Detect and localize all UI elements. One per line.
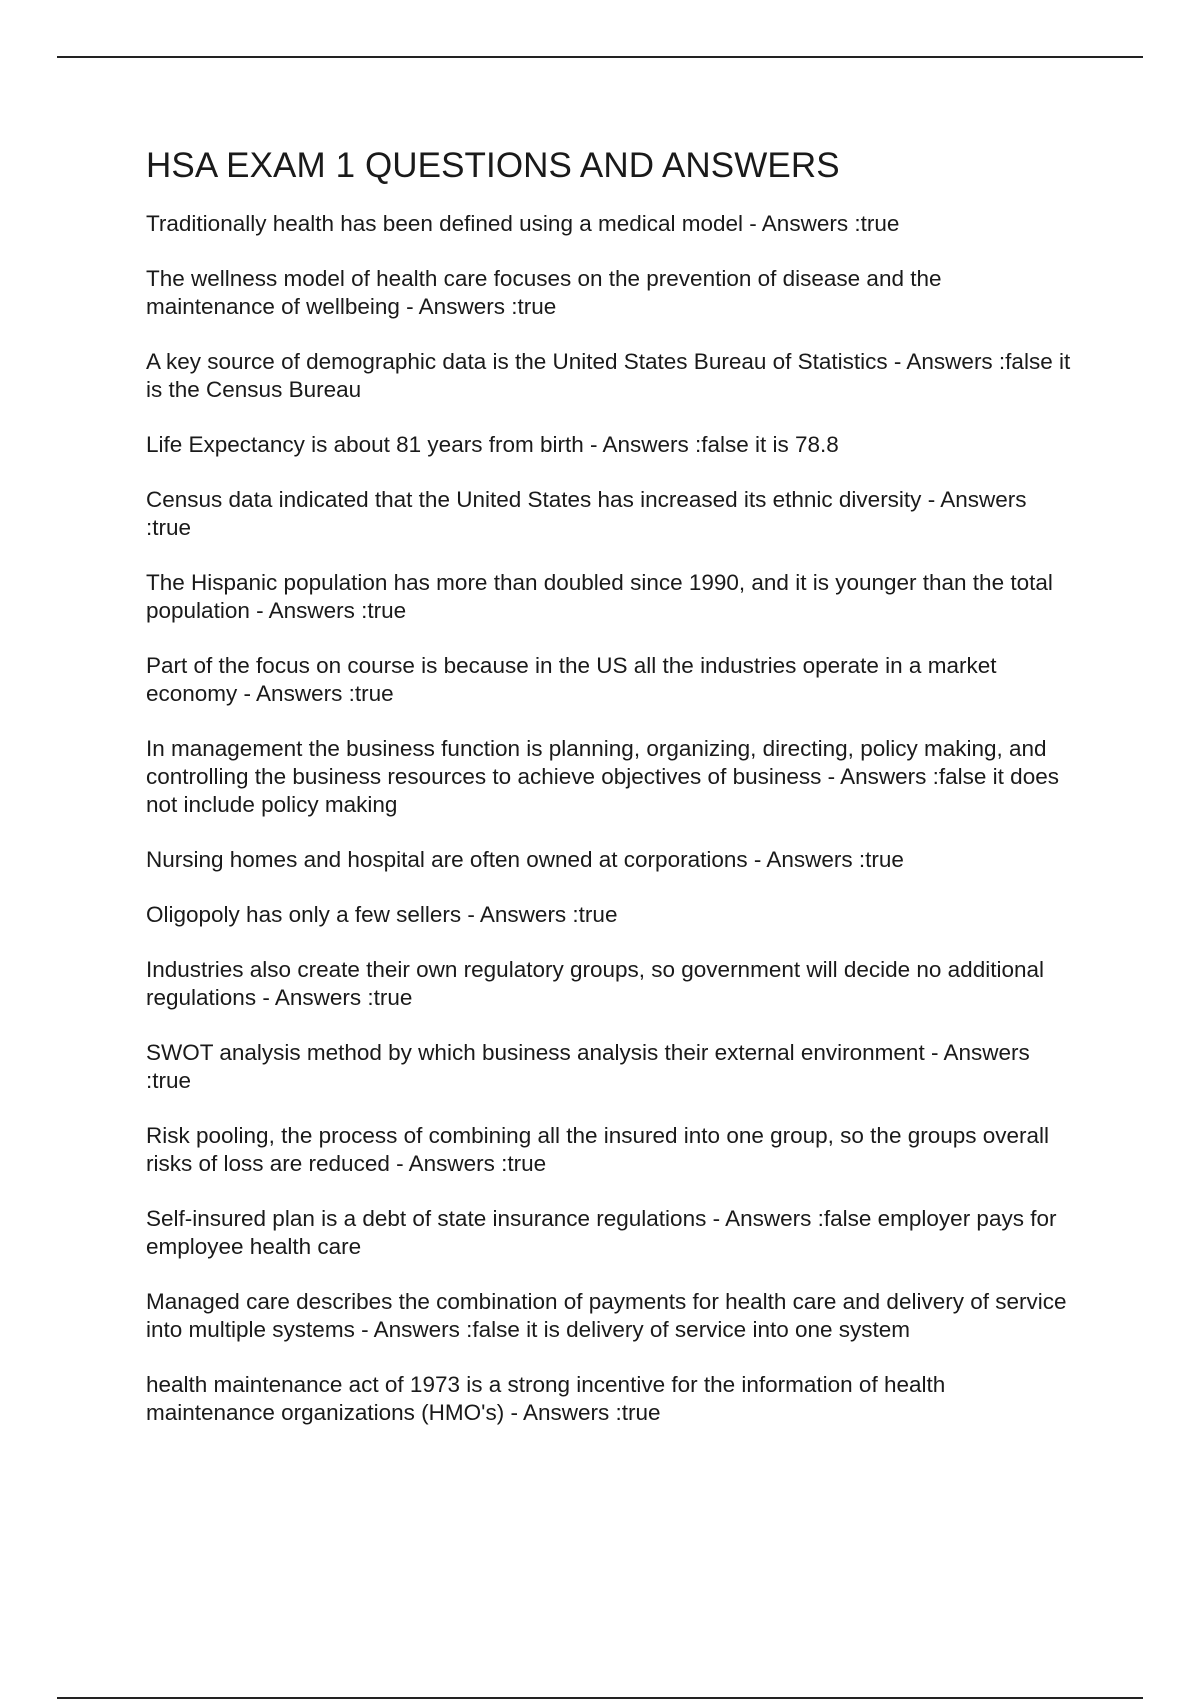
qa-item: Nursing homes and hospital are often owned at corporations - Answers :true (146, 847, 904, 872)
qa-item: Part of the focus on course is because in the US all the industries operate in a market economy - Answers :true (146, 653, 997, 706)
qa-item: A key source of demographic data is the United States Bureau of Statistics - Answers :false it is the Census Bureau (146, 349, 1071, 402)
bottom-divider (57, 1697, 1143, 1699)
qa-item: The Hispanic population has more than doubled since 1990, and it is younger than the total population - Answers :true (146, 570, 1053, 623)
qa-item: Oligopoly has only a few sellers - Answers :true (146, 902, 618, 927)
qa-list (146, 210, 1076, 1427)
qa-item: Managed care describes the combination of payments for health care and delivery of service into multiple systems - Answers :false it is delivery of service into one system (146, 1289, 1067, 1342)
qa-item: Self-insured plan is a debt of state insurance regulations - Answers :false employer pays for employee health care (146, 1206, 1057, 1259)
qa-item: SWOT analysis method by which business analysis their external environment - Answers :true (146, 1040, 1030, 1093)
qa-item: health maintenance act of 1973 is a strong incentive for the information of health maintenance organizations (HMO's) - Answers :true (146, 1372, 946, 1425)
document-title: HSA EXAM 1 QUESTIONS AND ANSWERS (146, 146, 840, 185)
qa-item: In management the business function is planning, organizing, directing, policy making, and controlling the business resources to achieve objectives of business - Answers :false it does not include policy making (146, 736, 1059, 817)
document-body (146, 144, 1076, 1454)
qa-item: Traditionally health has been defined using a medical model - Answers :true (146, 211, 900, 236)
qa-item: The wellness model of health care focuses on the prevention of disease and the maintenance of wellbeing - Answers :true (146, 266, 942, 319)
qa-item: Life Expectancy is about 81 years from birth - Answers :false it is 78.8 (146, 432, 839, 457)
qa-item: Risk pooling, the process of combining all the insured into one group, so the groups overall risks of loss are reduced - Answers :true (146, 1123, 1050, 1176)
top-divider (57, 56, 1143, 58)
qa-item: Industries also create their own regulatory groups, so government will decide no additional regulations - Answers :true (146, 957, 1045, 1010)
qa-item: Census data indicated that the United States has increased its ethnic diversity - Answers :true (146, 487, 1027, 540)
